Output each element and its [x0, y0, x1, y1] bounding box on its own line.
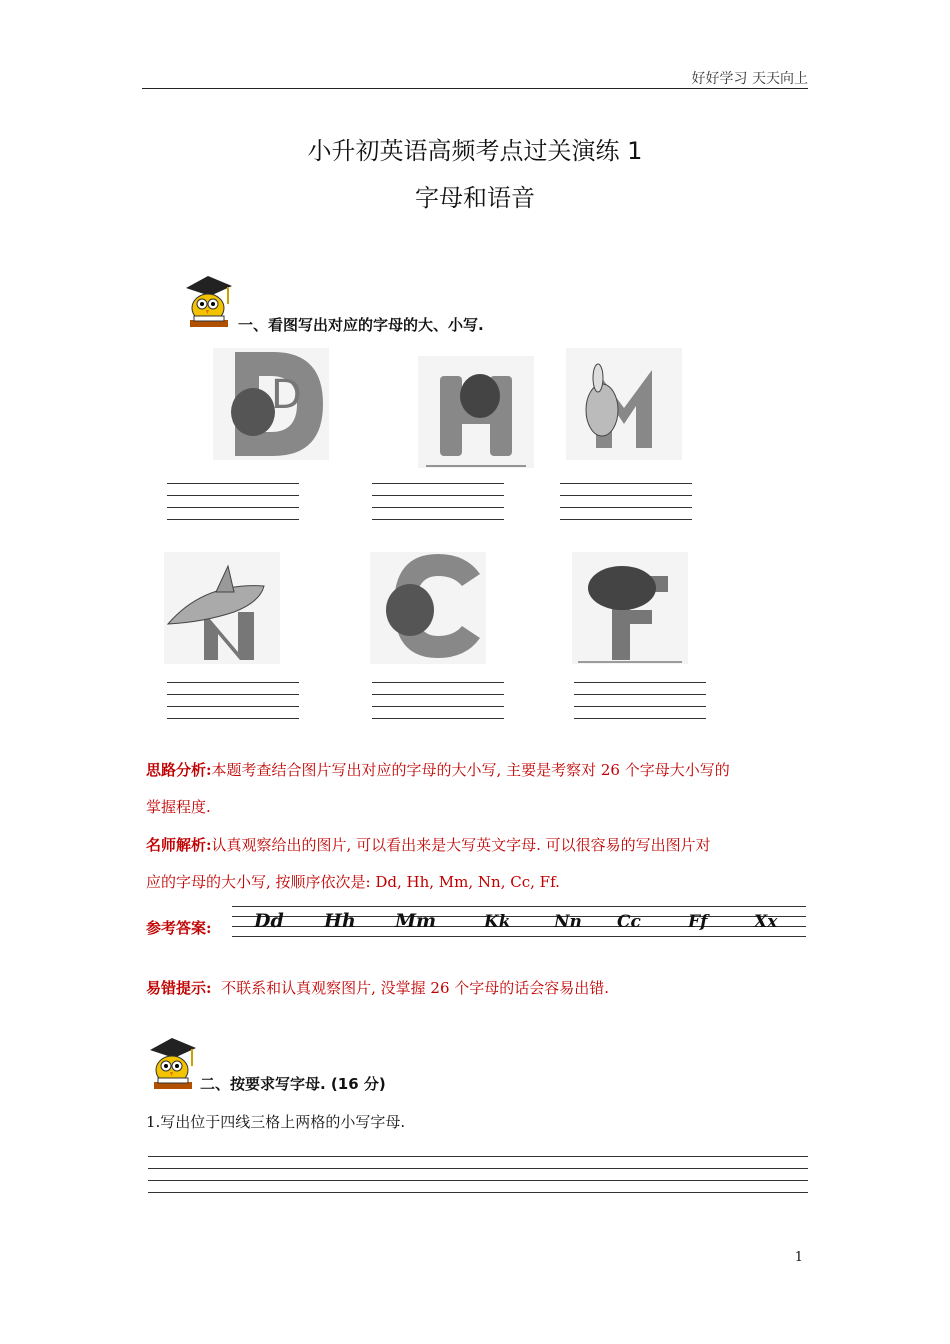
writing-lines-f[interactable]: [574, 682, 706, 730]
wolf-letter-d-picture: [213, 348, 329, 460]
tip-line: [146, 978, 609, 998]
answer-letter: Dd: [254, 910, 284, 932]
writing-lines-m[interactable]: [560, 483, 692, 531]
tree-letter-f-picture: [572, 552, 688, 664]
page-subtitle: 字母和语音: [415, 184, 535, 212]
analysis-text1: 本题考查结合图片写出对应的字母的大小写, 主要是考察对 26 个字母大小写的: [211, 761, 730, 779]
explain-label: 名师解析:: [146, 836, 212, 854]
owl-graduate-icon: [178, 270, 236, 332]
section2-question1: 1.写出位于四线三格上两格的小写字母.: [146, 1113, 406, 1131]
owl-graduate-icon: [142, 1032, 200, 1094]
page-number: 1: [794, 1250, 803, 1265]
writing-lines-h[interactable]: [372, 483, 504, 531]
analysis-line1: [146, 760, 730, 780]
answer-lines: [232, 906, 806, 937]
answer-label: 参考答案:: [146, 919, 212, 937]
explain-text2: 应的字母的大小写, 按顺序依次是: Dd, Hh, Mm, Nn, Cc, Ff.: [146, 873, 560, 891]
writing-lines-c[interactable]: [372, 682, 504, 730]
mouse-letter-c-picture: [370, 552, 486, 664]
section1-heading: 一、看图写出对应的字母的大、小写.: [238, 316, 484, 334]
shark-letter-n-picture: [164, 552, 280, 664]
page-title: 小升初英语高频考点过关演练 1: [307, 137, 643, 165]
tip-label: 易错提示:: [146, 979, 212, 997]
answer-letter: Hh: [324, 910, 356, 932]
writing-lines-d[interactable]: [167, 483, 299, 531]
section2-heading: 二、按要求写字母. (16 分): [200, 1075, 386, 1093]
explain-text1: 认真观察给出的图片, 可以看出来是大写英文字母. 可以很容易的写出图片对: [211, 836, 711, 854]
tip-text: 不联系和认真观察图片, 没掌握 26 个字母的话会容易出错.: [221, 979, 610, 997]
monkey-letter-h-picture: [418, 356, 534, 468]
svg-text:D: D: [271, 372, 302, 418]
answer-letter: Nn: [554, 912, 582, 932]
writing-lines-n[interactable]: [167, 682, 299, 730]
answer-letter: Ff: [688, 912, 708, 932]
analysis-label: 思路分析:: [146, 761, 212, 779]
explain-line1: [146, 835, 711, 855]
rabbit-letter-m-picture: [566, 348, 682, 460]
answer-letter: Xx: [754, 912, 778, 932]
answer-letter: Cc: [617, 912, 641, 932]
analysis-text2: 掌握程度.: [146, 798, 211, 816]
header-divider: [142, 88, 808, 89]
header-motto: 好好学习 天天向上: [691, 71, 808, 87]
answer-letter: Kk: [484, 912, 511, 932]
writing-lines-q1[interactable]: [148, 1156, 808, 1193]
answer-letter: Mm: [395, 910, 437, 932]
